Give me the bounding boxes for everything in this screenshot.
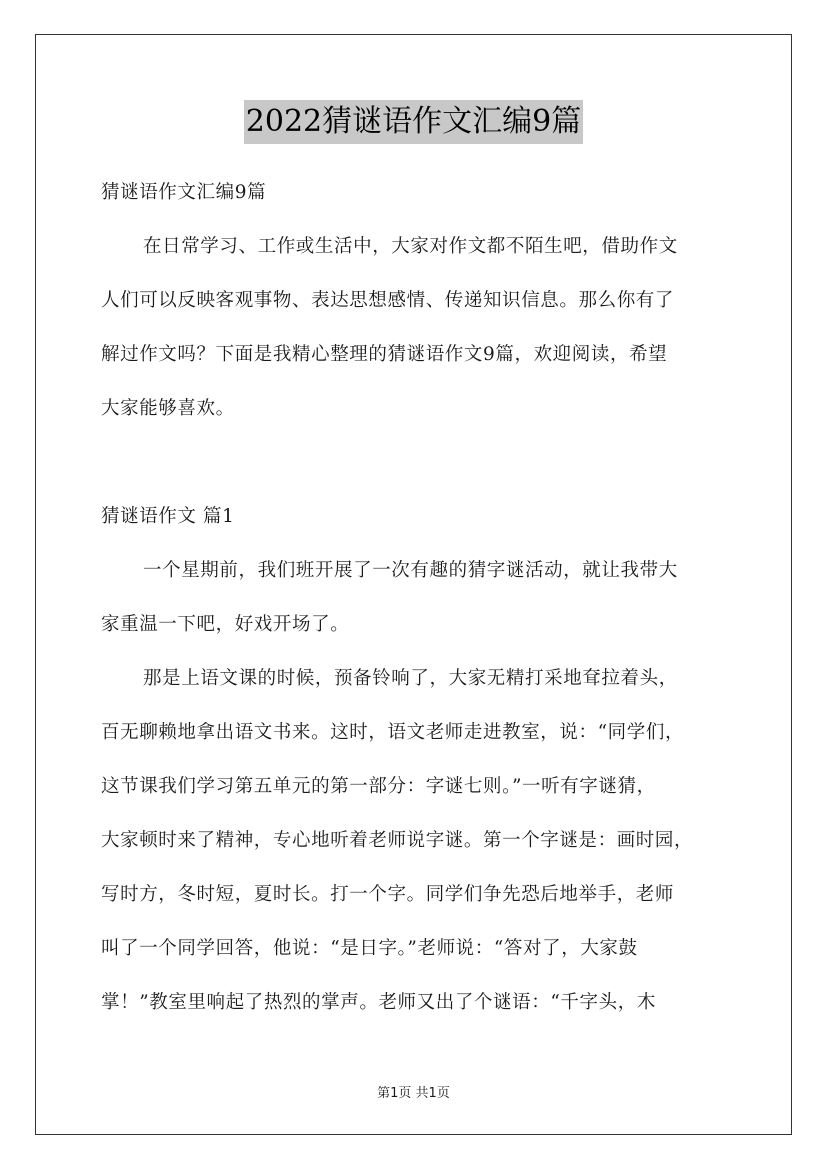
paragraph-line: 百无聊赖地拿出语文书来。这时，语文老师走进教室，说：“同学们， [101, 722, 685, 743]
subtitle: 猜谜语作文汇编9篇 [101, 182, 267, 203]
paragraph-line: 一个星期前，我们班开展了一次有趣的猜字谜活动，就让我带大 [143, 560, 678, 581]
page-number-footer: 第1页 共1页 [377, 1086, 450, 1101]
document-title-text: 2022猜谜语作文汇编9篇 [244, 100, 583, 144]
document-body [101, 172, 737, 1036]
paragraph-line: 掌！”教室里响起了热烈的掌声。老师又出了个谜语：“千字头，木 [101, 992, 656, 1013]
paragraph-line: 那是上语文课的时候，预备铃响了，大家无精打采地耷拉着头， [143, 668, 678, 689]
intro-line: 解过作文吗？下面是我精心整理的猜谜语作文9篇，欢迎阅读，希望 [101, 344, 668, 365]
paragraph-line: 家重温一下吧，好戏开场了。 [101, 614, 350, 635]
paragraph-line: 这节课我们学习第五单元的第一部分：字谜七则。”一听有字谜猜， [101, 776, 656, 797]
intro-line: 大家能够喜欢。 [101, 398, 235, 419]
intro-line: 在日常学习、工作或生活中，大家对作文都不陌生吧，借助作文 [143, 236, 678, 257]
intro-line: 人们可以反映客观事物、表达思想感情、传递知识信息。那么你有了 [101, 290, 675, 311]
blank-line [101, 442, 737, 496]
paragraph-line: 叫了一个同学回答，他说：“是日字。”老师说：“答对了，大家鼓 [101, 938, 638, 959]
paragraph-line: 写时方，冬时短，夏时长。打一个字。同学们争先恐后地举手，老师 [101, 884, 675, 905]
paragraph-line: 大家顿时来了精神，专心地听着老师说字谜。第一个字谜是：画时园， [101, 830, 694, 851]
section-heading: 猜谜语作文 篇1 [101, 506, 235, 527]
document-title [0, 100, 827, 144]
